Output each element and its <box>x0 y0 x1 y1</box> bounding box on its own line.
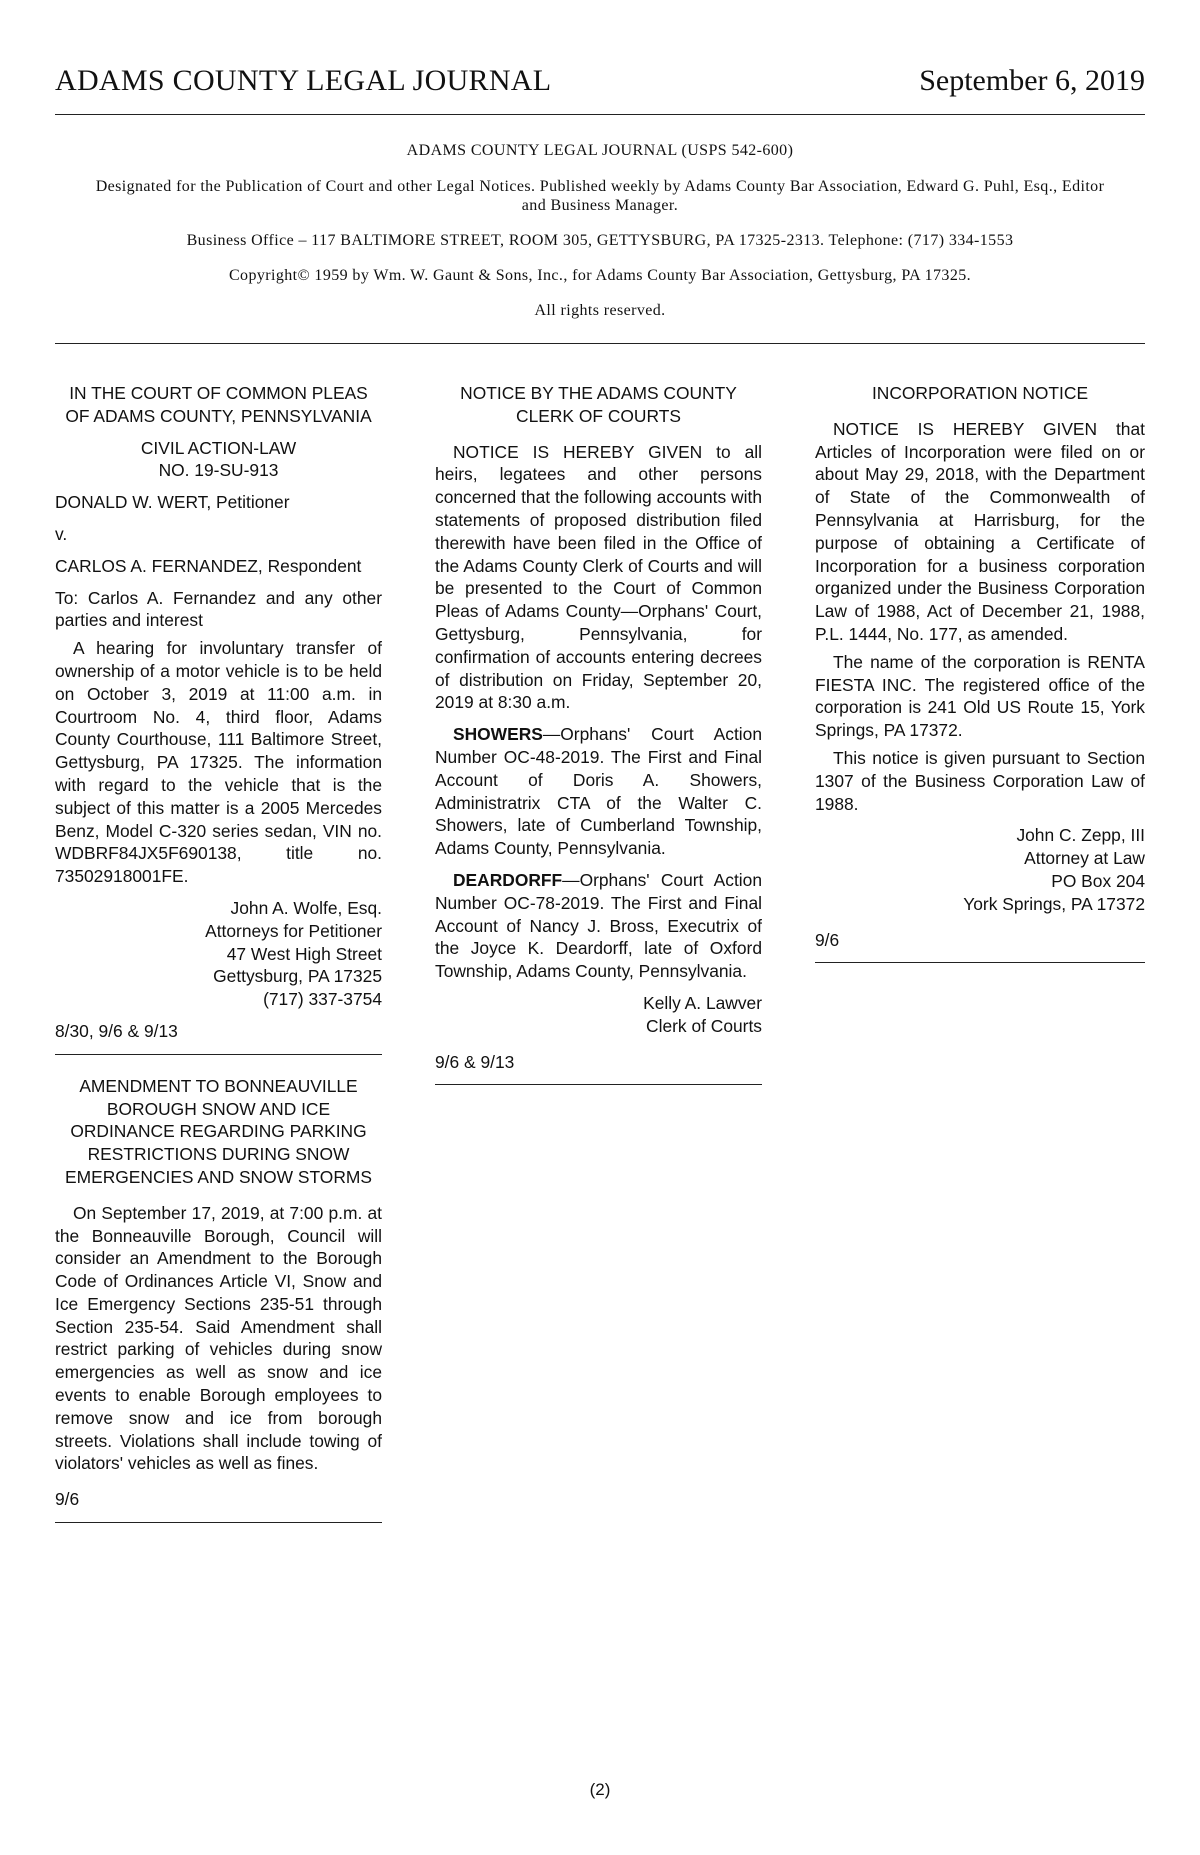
respondent: CARLOS A. FERNANDEZ, Respondent <box>55 555 362 576</box>
estate-name: SHOWERS <box>453 724 543 745</box>
run-dates: 9/6 <box>55 1489 80 1510</box>
estate-name: DEARDORFF <box>453 869 563 890</box>
versus: v. <box>55 523 68 544</box>
notice-court <box>55 382 382 1043</box>
journal-name: ADAMS COUNTY LEGAL JOURNAL <box>55 64 552 97</box>
divider <box>815 962 1145 963</box>
signature-line: Kelly A. Lawver <box>643 992 762 1013</box>
issue-date: September 6, 2019 <box>919 64 1145 97</box>
notice-clerk <box>435 382 762 1073</box>
signature-block <box>815 824 1145 915</box>
estate-entry <box>435 869 762 983</box>
divider <box>435 1084 762 1085</box>
signature-line: Gettysburg, PA 17325 <box>213 966 382 987</box>
estate-text: —Orphans' Court Action Number OC-48-2019. The First and Final Account of Doris A. Showers, Administratrix CTA of the Walter C. Showers, late of Cumberland Township, Adams County, Pennsylvania. <box>435 724 762 859</box>
masthead-title: ADAMS COUNTY LEGAL JOURNAL (USPS 542-600) <box>406 142 794 159</box>
incorporation-paragraph: This notice is given pursuant to Section 1307 of the Business Corporation Law of 1988. <box>815 747 1145 814</box>
signature-line: Attorneys for Petitioner <box>205 920 382 941</box>
court-title: IN THE COURT OF COMMON PLEAS OF ADAMS COUNTY, PENNSYLVANIA <box>65 383 372 426</box>
signature-line: (717) 337-3754 <box>263 989 382 1010</box>
notice-incorporation <box>815 382 1145 951</box>
clerk-notice-intro: NOTICE IS HEREBY GIVEN to all heirs, legatees and other persons concerned that the following accounts with statements of proposed distribution filed therewith have been filed in the Office of the Adams County Clerk of Courts and will be presented to the Court of Common Pleas of Adams County—Orphans' Court, Gettysburg, Pennsylvania, for confirmation of accounts entering decrees of distribution on Friday, September 20, 2019 at 8:30 a.m. <box>435 441 762 713</box>
signature-line: 47 West High Street <box>226 943 382 964</box>
action-type: CIVIL ACTION-LAW <box>140 437 297 458</box>
journal-header <box>55 64 1145 115</box>
signature-line: John C. Zepp, III <box>1016 825 1145 846</box>
petitioner: DONALD W. WERT, Petitioner <box>55 492 290 513</box>
amendment-body: On September 17, 2019, at 7:00 p.m. at the Bonneauville Borough, Council will consider an Amendment to the Borough Code of Ordinances Article VI, Snow and Ice Emergency Sections 235-51 through Section 235-54. Said Amendment shall restrict parking of vehicles during snow emergencies as well as snow and ice events to enable Borough employees to remove snow and ice from borough streets. Violations shall include towing of violators' vehicles as well as fines. <box>55 1202 382 1474</box>
masthead-rights: All rights reserved. <box>534 302 666 319</box>
column-left <box>55 382 382 1523</box>
signature-line: York Springs, PA 17372 <box>963 893 1145 914</box>
run-dates: 9/6 & 9/13 <box>435 1051 515 1072</box>
notice-amendment <box>55 1075 382 1511</box>
signature-block <box>435 992 762 1038</box>
divider <box>55 1522 382 1523</box>
masthead <box>55 136 1145 344</box>
divider <box>55 1054 382 1055</box>
case-number: NO. 19-SU-913 <box>158 460 279 481</box>
notice-body: A hearing for involuntary transfer of ownership of a motor vehicle is to be held on October 3, 2019 at 11:00 a.m. in Courtroom No. 4, third floor, Adams County Courthouse, 111 Baltimore Street, Gettysburg, PA 17325. The information with regard to the vehicle that is the subject of this matter is a 2005 Mercedes Benz, Model C-320 series sedan, VIN no. WDBRF84JX5F690138, title no. 73502918001FE. <box>55 638 382 887</box>
notice-recipient: To: Carlos A. Fernandez and any other parties and interest <box>55 587 382 631</box>
run-dates: 9/6 <box>815 929 840 950</box>
masthead-designation: Designated for the Publication of Court and other Legal Notices. Published weekly by Adams County Bar Association, Edward G. Puhl, Esq., Editor and Business Manager. <box>95 178 1105 214</box>
signature-line: Clerk of Courts <box>646 1015 762 1036</box>
clerk-notice-title: NOTICE BY THE ADAMS COUNTY CLERK OF COURTS <box>460 383 737 426</box>
signature-line: John A. Wolfe, Esq. <box>230 897 382 918</box>
amendment-title: AMENDMENT TO BONNEAUVILLE BOROUGH SNOW AND ICE ORDINANCE REGARDING PARKING RESTRICTIONS DURING SNOW EMERGENCIES AND SNOW STORMS <box>65 1075 372 1187</box>
signature-line: PO Box 204 <box>1051 870 1145 891</box>
masthead-business-office: Business Office – 117 BALTIMORE STREET, ROOM 305, GETTYSBURG, PA 17325-2313. Telephone: (717) 334-1553 <box>186 232 1014 249</box>
incorporation-title: INCORPORATION NOTICE <box>871 383 1089 403</box>
incorporation-paragraph: NOTICE IS HEREBY GIVEN that Articles of Incorporation were filed on or about May 29, 2018, with the Department of State of the Commonwealth of Pennsylvania at Harrisburg, for the purpose of obtaining a Certificate of Incorporation for a business corporation organized under the Business Corporation Law of 1988, Act of December 21, 1988, P.L. 1444, No. 177, as amended. <box>815 418 1145 644</box>
incorporation-paragraph: The name of the corporation is RENTA FIESTA INC. The registered office of the corporation is 241 Old US Route 15, York Springs, PA 17372. <box>815 651 1145 741</box>
page-number: (2) <box>589 1780 611 1799</box>
estate-entry <box>435 723 762 860</box>
estate-text: —Orphans' Court Action Number OC-78-2019. The First and Final Account of Nancy J. Bross, Executrix of the Joyce K. Deardorff, late of Oxford Township, Adams County, Pennsylvania. <box>435 869 762 982</box>
column-right <box>815 382 1145 963</box>
column-middle <box>435 382 762 1085</box>
run-dates: 8/30, 9/6 & 9/13 <box>55 1020 178 1041</box>
masthead-copyright: Copyright© 1959 by Wm. W. Gaunt & Sons, Inc., for Adams County Bar Association, Gettysburg, PA 17325. <box>228 267 972 284</box>
signature-line: Attorney at Law <box>1024 848 1145 869</box>
signature-block <box>55 897 382 1011</box>
